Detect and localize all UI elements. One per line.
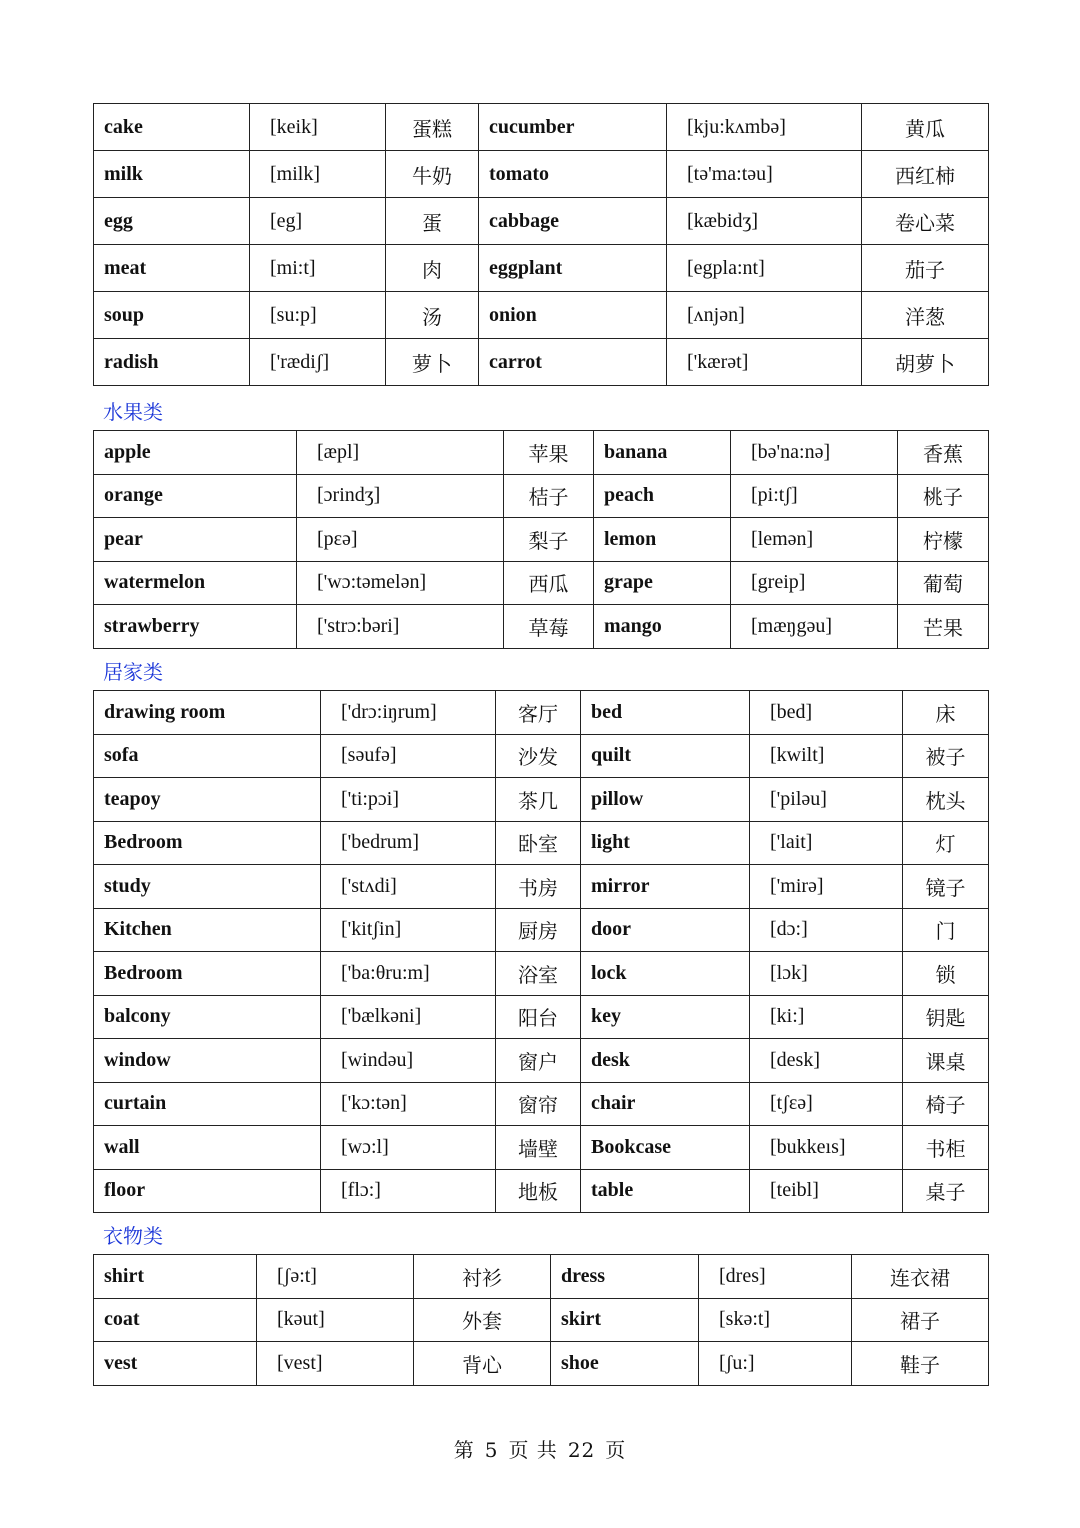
phonetic-cell: [keik] [250, 104, 386, 151]
phonetic-cell: [mi:t] [250, 245, 386, 292]
phonetic-cell: [bə'na:nə] [731, 431, 898, 475]
english-word-cell: door [581, 908, 750, 952]
english-word-cell: apple [94, 431, 297, 475]
phonetic-cell: [skə:t] [699, 1298, 852, 1342]
phonetic-cell: [desk] [750, 1039, 903, 1083]
english-word-cell: balcony [94, 995, 321, 1039]
phonetic-cell: [dres] [699, 1255, 852, 1299]
table-row [94, 734, 989, 778]
english-word-cell: lock [581, 952, 750, 996]
chinese-meaning-cell: 厨房 [496, 908, 581, 952]
chinese-meaning-cell: 连衣裙 [852, 1255, 989, 1299]
phonetic-cell: ['kærət] [667, 339, 862, 386]
table-row [94, 605, 989, 649]
phonetic-cell: ['ba:θru:m] [321, 952, 496, 996]
phonetic-cell: [eg] [250, 198, 386, 245]
table-row [94, 908, 989, 952]
phonetic-cell: [su:p] [250, 292, 386, 339]
chinese-meaning-cell: 门 [903, 908, 989, 952]
english-word-cell: bed [581, 691, 750, 735]
phonetic-cell: [tʃɛə] [750, 1082, 903, 1126]
table-row [94, 1298, 989, 1342]
table-row [94, 952, 989, 996]
vocab-table-clothing [93, 1254, 989, 1386]
chinese-meaning-cell: 西红柿 [862, 151, 989, 198]
chinese-meaning-cell: 萝卜 [386, 339, 479, 386]
phonetic-cell: [ʌnjən] [667, 292, 862, 339]
vocab-table-food [93, 103, 989, 386]
chinese-meaning-cell: 桔子 [504, 474, 594, 518]
phonetic-cell: ['bælkəni] [321, 995, 496, 1039]
english-word-cell: meat [94, 245, 250, 292]
chinese-meaning-cell: 桃子 [898, 474, 989, 518]
chinese-meaning-cell: 被子 [903, 734, 989, 778]
phonetic-cell: [kwilt] [750, 734, 903, 778]
phonetic-cell: [pɛə] [297, 518, 504, 562]
footer-prefix: 第 [453, 1438, 475, 1462]
chinese-meaning-cell: 牛奶 [386, 151, 479, 198]
english-word-cell: light [581, 821, 750, 865]
chinese-meaning-cell: 钥匙 [903, 995, 989, 1039]
table-row [94, 1039, 989, 1083]
table-row [94, 151, 989, 198]
phonetic-cell: ['drɔ:iŋrum] [321, 691, 496, 735]
english-word-cell: pear [94, 518, 297, 562]
phonetic-cell: [ʃu:] [699, 1342, 852, 1386]
phonetic-cell: [dɔ:] [750, 908, 903, 952]
english-word-cell: skirt [551, 1298, 699, 1342]
chinese-meaning-cell: 墙壁 [496, 1126, 581, 1170]
phonetic-cell: [wɔ:l] [321, 1126, 496, 1170]
english-word-cell: cake [94, 104, 250, 151]
phonetic-cell: [mæŋgəu] [731, 605, 898, 649]
chinese-meaning-cell: 黄瓜 [862, 104, 989, 151]
chinese-meaning-cell: 桌子 [903, 1169, 989, 1213]
phonetic-cell: ['kitʃin] [321, 908, 496, 952]
table-row [94, 1126, 989, 1170]
english-word-cell: lemon [594, 518, 731, 562]
phonetic-cell: ['kɔ:tən] [321, 1082, 496, 1126]
english-word-cell: dress [551, 1255, 699, 1299]
english-word-cell: banana [594, 431, 731, 475]
english-word-cell: tomato [479, 151, 667, 198]
phonetic-cell: [kəut] [257, 1298, 414, 1342]
english-word-cell: drawing room [94, 691, 321, 735]
english-word-cell: Kitchen [94, 908, 321, 952]
phonetic-cell: [flɔ:] [321, 1169, 496, 1213]
english-word-cell: watermelon [94, 561, 297, 605]
english-word-cell: vest [94, 1342, 257, 1386]
english-word-cell: cabbage [479, 198, 667, 245]
chinese-meaning-cell: 枕头 [903, 778, 989, 822]
english-word-cell: sofa [94, 734, 321, 778]
table-row [94, 431, 989, 475]
english-word-cell: curtain [94, 1082, 321, 1126]
chinese-meaning-cell: 锁 [903, 952, 989, 996]
english-word-cell: Bedroom [94, 952, 321, 996]
chinese-meaning-cell: 苹果 [504, 431, 594, 475]
section-title-home: 居家类 [103, 660, 163, 684]
table-row [94, 1169, 989, 1213]
chinese-meaning-cell: 汤 [386, 292, 479, 339]
footer-suffix: 页 [605, 1438, 627, 1462]
phonetic-cell: [greip] [731, 561, 898, 605]
phonetic-cell: ['lait] [750, 821, 903, 865]
chinese-meaning-cell: 灯 [903, 821, 989, 865]
english-word-cell: strawberry [94, 605, 297, 649]
chinese-meaning-cell: 卷心菜 [862, 198, 989, 245]
chinese-meaning-cell: 裙子 [852, 1298, 989, 1342]
phonetic-cell: [kju:kʌmbə] [667, 104, 862, 151]
table-row [94, 691, 989, 735]
phonetic-cell: [teibl] [750, 1169, 903, 1213]
chinese-meaning-cell: 衬衫 [414, 1255, 551, 1299]
phonetic-cell: [ɔrindʒ] [297, 474, 504, 518]
english-word-cell: mango [594, 605, 731, 649]
english-word-cell: wall [94, 1126, 321, 1170]
chinese-meaning-cell: 窗帘 [496, 1082, 581, 1126]
table-row [94, 198, 989, 245]
english-word-cell: coat [94, 1298, 257, 1342]
table-row [94, 518, 989, 562]
english-word-cell: milk [94, 151, 250, 198]
table-row [94, 561, 989, 605]
phonetic-cell: [bed] [750, 691, 903, 735]
english-word-cell: mirror [581, 865, 750, 909]
table-row [94, 1082, 989, 1126]
chinese-meaning-cell: 西瓜 [504, 561, 594, 605]
english-word-cell: quilt [581, 734, 750, 778]
phonetic-cell: [kæbidʒ] [667, 198, 862, 245]
phonetic-cell: ['bedrum] [321, 821, 496, 865]
chinese-meaning-cell: 书房 [496, 865, 581, 909]
vocab-table-home [93, 690, 989, 1213]
english-word-cell: study [94, 865, 321, 909]
chinese-meaning-cell: 背心 [414, 1342, 551, 1386]
table-row [94, 995, 989, 1039]
table-row [94, 865, 989, 909]
chinese-meaning-cell: 茄子 [862, 245, 989, 292]
english-word-cell: peach [594, 474, 731, 518]
phonetic-cell: [vest] [257, 1342, 414, 1386]
chinese-meaning-cell: 洋葱 [862, 292, 989, 339]
english-word-cell: onion [479, 292, 667, 339]
phonetic-cell: ['mirə] [750, 865, 903, 909]
chinese-meaning-cell: 课桌 [903, 1039, 989, 1083]
chinese-meaning-cell: 肉 [386, 245, 479, 292]
chinese-meaning-cell: 客厅 [496, 691, 581, 735]
english-word-cell: Bookcase [581, 1126, 750, 1170]
english-word-cell: desk [581, 1039, 750, 1083]
phonetic-cell: ['ti:pɔi] [321, 778, 496, 822]
phonetic-cell: [lɔk] [750, 952, 903, 996]
table-row [94, 474, 989, 518]
table-row [94, 339, 989, 386]
phonetic-cell: [səufə] [321, 734, 496, 778]
english-word-cell: cucumber [479, 104, 667, 151]
chinese-meaning-cell: 沙发 [496, 734, 581, 778]
phonetic-cell: ['stʌdi] [321, 865, 496, 909]
chinese-meaning-cell: 梨子 [504, 518, 594, 562]
chinese-meaning-cell: 蛋糕 [386, 104, 479, 151]
phonetic-cell: [ʃə:t] [257, 1255, 414, 1299]
section-title-clothing: 衣物类 [103, 1224, 163, 1248]
english-word-cell: teapoy [94, 778, 321, 822]
chinese-meaning-cell: 外套 [414, 1298, 551, 1342]
chinese-meaning-cell: 阳台 [496, 995, 581, 1039]
english-word-cell: eggplant [479, 245, 667, 292]
chinese-meaning-cell: 茶几 [496, 778, 581, 822]
chinese-meaning-cell: 窗户 [496, 1039, 581, 1083]
phonetic-cell: [tə'ma:təu] [667, 151, 862, 198]
footer-page-number: 5 [484, 1438, 499, 1462]
phonetic-cell: ['wɔ:təmelən] [297, 561, 504, 605]
english-word-cell: Bedroom [94, 821, 321, 865]
english-word-cell: egg [94, 198, 250, 245]
page-footer [0, 1434, 1080, 1463]
table-row [94, 778, 989, 822]
chinese-meaning-cell: 浴室 [496, 952, 581, 996]
phonetic-cell: [milk] [250, 151, 386, 198]
english-word-cell: shirt [94, 1255, 257, 1299]
chinese-meaning-cell: 镜子 [903, 865, 989, 909]
section-title-fruit: 水果类 [103, 400, 163, 424]
english-word-cell: chair [581, 1082, 750, 1126]
table-row [94, 1342, 989, 1386]
chinese-meaning-cell: 香蕉 [898, 431, 989, 475]
chinese-meaning-cell: 芒果 [898, 605, 989, 649]
phonetic-cell: ['rædiʃ] [250, 339, 386, 386]
english-word-cell: window [94, 1039, 321, 1083]
phonetic-cell: ['strɔ:bəri] [297, 605, 504, 649]
english-word-cell: soup [94, 292, 250, 339]
table-row [94, 821, 989, 865]
phonetic-cell: [lemən] [731, 518, 898, 562]
phonetic-cell: [ki:] [750, 995, 903, 1039]
chinese-meaning-cell: 草莓 [504, 605, 594, 649]
chinese-meaning-cell: 鞋子 [852, 1342, 989, 1386]
table-row [94, 1255, 989, 1299]
vocab-table-fruit [93, 430, 989, 649]
phonetic-cell: ['piləu] [750, 778, 903, 822]
table-row [94, 292, 989, 339]
phonetic-cell: [æpl] [297, 431, 504, 475]
english-word-cell: table [581, 1169, 750, 1213]
chinese-meaning-cell: 床 [903, 691, 989, 735]
english-word-cell: pillow [581, 778, 750, 822]
table-row [94, 245, 989, 292]
footer-total-pages: 22 [567, 1438, 596, 1462]
chinese-meaning-cell: 胡萝卜 [862, 339, 989, 386]
chinese-meaning-cell: 柠檬 [898, 518, 989, 562]
phonetic-cell: [pi:tʃ] [731, 474, 898, 518]
chinese-meaning-cell: 蛋 [386, 198, 479, 245]
english-word-cell: grape [594, 561, 731, 605]
table-row [94, 104, 989, 151]
phonetic-cell: [bukkeıs] [750, 1126, 903, 1170]
chinese-meaning-cell: 书柜 [903, 1126, 989, 1170]
english-word-cell: orange [94, 474, 297, 518]
english-word-cell: floor [94, 1169, 321, 1213]
english-word-cell: key [581, 995, 750, 1039]
english-word-cell: carrot [479, 339, 667, 386]
chinese-meaning-cell: 卧室 [496, 821, 581, 865]
phonetic-cell: [windəu] [321, 1039, 496, 1083]
chinese-meaning-cell: 地板 [496, 1169, 581, 1213]
english-word-cell: shoe [551, 1342, 699, 1386]
english-word-cell: radish [94, 339, 250, 386]
phonetic-cell: [egpla:nt] [667, 245, 862, 292]
footer-middle: 页 共 [508, 1438, 558, 1462]
chinese-meaning-cell: 椅子 [903, 1082, 989, 1126]
chinese-meaning-cell: 葡萄 [898, 561, 989, 605]
